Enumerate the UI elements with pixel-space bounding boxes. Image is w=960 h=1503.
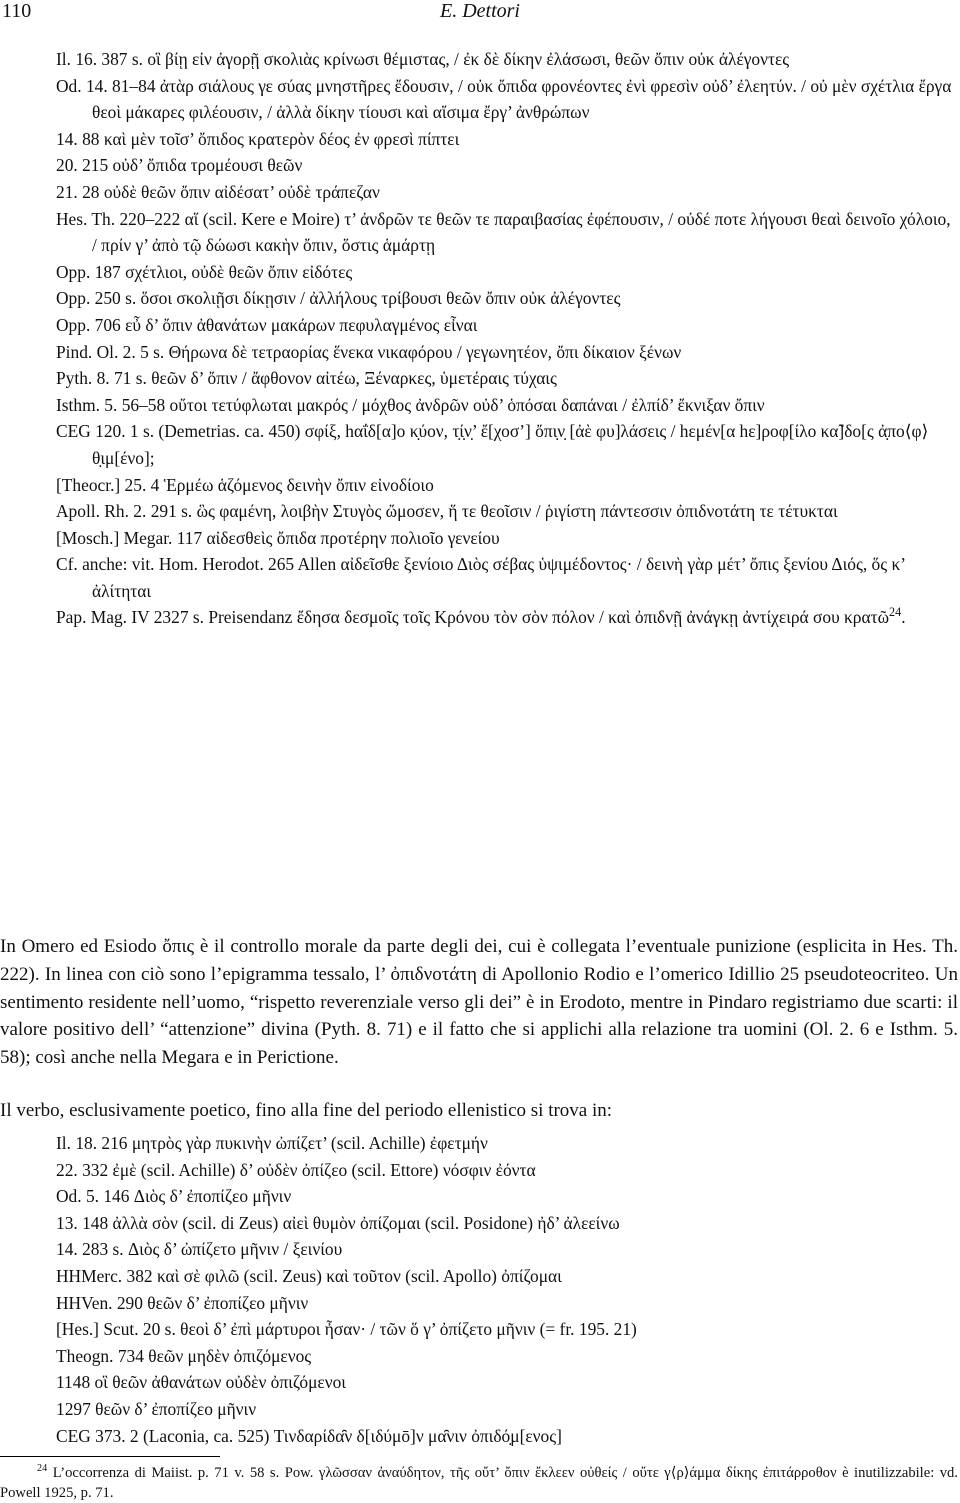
paragraph-2-text: Il verbo, esclusivamente poetico, fino alla fine del periodo ellenistico si trova in: [0,1100,613,1121]
citation-reference: Theogn. 734 [56,1345,144,1366]
page-number: 110 [2,0,32,22]
citation-reference: Od. 14. 81–84 [56,75,156,96]
citation-text: θεῶν δ’ ἐποπίζεο μῆνιν [142,1292,309,1313]
citation-text: αἰδεῖσθε ξενίοιο Διὸς σέβας ὑψιμέδοντος· / δεινὴ γὰρ μέτ’ ὄπις ξενίου Διός, ὅς κ’ ἀλίτηται [92,554,905,601]
citation-entry [56,1396,956,1423]
citation-entry [56,1236,956,1263]
citation-entry [56,418,956,471]
citation-entry [56,1369,956,1396]
citation-text: θεῶν δ’ ἐποπίζεο μῆνιν [90,1398,257,1419]
citation-entry [56,1316,956,1343]
citation-entry [56,152,956,179]
citation-entry [56,1423,956,1450]
citation-text: καὶ μὲν τοῖσ’ ὄπιδος κρατερὸν δέος ἐν φρεσὶ πίπτει [99,128,460,149]
citation-text: σχέτλιοι, οὐδὲ θεῶν ὄπιν εἰδότες [120,261,353,282]
citation-entry [56,312,956,339]
citation-text: καὶ σὲ φιλῶ (scil. Zeus) καὶ τοῦτον (scil. Apollo) ὀπίζομαι [152,1265,562,1286]
citation-reference: Apoll. Rh. 2. 291 s. [56,501,193,522]
citation-text: Ἑρμέω ἁζόμενος δεινὴν ὄπιν εἰνοδίοιο [159,474,434,495]
citation-entry [56,1157,956,1184]
footnote-text: L’occorrenza di Maiist. p. 71 v. 58 s. Pow. γλῶσσαν ἀναύδητον, τῆς οὔτ’ ὄπιν ἔκλεεν οὐθείς / οὔτε γ⟨ρ⟩άμμα δίκης ἐπιτάρροθον è inutilizzabile: vd. Powell 1925, p. 71. [0,1465,958,1501]
citation-reference: 14. 88 [56,128,100,149]
citation-reference: [Hes.] Scut. 20 s. [56,1319,176,1340]
citation-entry [56,1343,956,1370]
citation-text: οὐδὲ θεῶν ὄπιν αἰδέσατ’ οὐδὲ τράπεζαν [99,181,380,202]
running-author: E. Dettori [440,0,520,22]
footnote-24 [0,1463,958,1503]
citation-entry [56,46,956,73]
footnote-number: 24 [37,1463,48,1475]
citation-reference: 21. 28 [56,181,100,202]
citation-entry [56,1130,956,1157]
citation-reference: 1297 [56,1398,91,1419]
citation-reference: 1148 [56,1372,91,1393]
citation-entry [56,551,956,604]
citation-entry [56,259,956,286]
citation-reference: Opp. 706 [56,314,121,335]
citation-entry [56,179,956,206]
body-paragraph-2 [0,1097,958,1125]
citation-text: μητρὸς γὰρ πυκινὴν ὠπίζετ’ (scil. Achille) ἐφετμήν [127,1133,488,1153]
citation-text: ἀτὰρ σιάλους γε σύας μνηστῆρες ἔδουσιν, / οὐκ ὄπιδα φρονέοντες ἐνὶ φρεσὶν οὐδ’ ἐλεητύν. / οὐ μὲν σχέτλια ἔργα θεοὶ μάκαρες φιλέουσιν, / ἀλλὰ δίκην τίουσι καὶ αἴσιμα ἔργ’ ἀνθρώπων [92,75,952,123]
body-paragraph-1 [0,933,958,1072]
footnote-marker: 24 [889,605,902,620]
citation-entry [56,1210,956,1237]
citation-reference: HHMerc. 382 [56,1265,153,1286]
citation-reference: Hes. Th. 220–222 [56,208,181,229]
citation-text: οἳ θεῶν ἀθανάτων οὐδὲν ὀπιζόμενοι [90,1372,346,1393]
citation-entry [56,1290,956,1317]
citation-reference: [Mosch.] Megar. 117 [56,527,203,548]
citation-text: ἀλλὰ σὸν (scil. di Zeus) αἰεὶ θυμὸν ὀπίζομαι (scil. Posidone) ἠδ’ ἀλεείνω [108,1212,620,1233]
citation-text: (Demetrias. ca. 450) σφίξ, hαΐδ[α]ο κ̣ύον, τ̣ί̣ν̣’ ἔ[χοσ’] ὄπι̣ν̣ [ἀὲ φυ]λάσεις / hεμέν[α hε]ροφ[ίλο κα̃]δο[ς ἀ̣πο⟨φ⟩θ̣ιμ[ένο]; [92,421,929,468]
citation-reference: Pyth. 8. 71 s. [56,368,147,389]
citation-entry [56,525,956,552]
testimonia-list-a [56,46,956,631]
citation-text: Διὸς δ’ ὠπίζετο μῆνιν / ξεινίου [123,1239,343,1260]
citation-entry [56,1263,956,1290]
citation-entry [56,1183,956,1210]
citation-text: Διὸς δ’ ἐποπίζεο μῆνιν [129,1186,292,1207]
citation-entry [56,339,956,366]
citation-reference: Il. 18. 216 [56,1133,128,1153]
citation-text: Τινδαρίδα̑ν δ[ιδύμō]ν μα̑νιν ὀπιδό̣μ[ενος] [269,1425,562,1446]
citation-entry [56,206,956,259]
citation-entry [56,285,956,312]
citation-text: Θήρωνα δὲ τετραορίας ἕνεκα νικαφόρου / γεγωνητέον, ὄπι δίκαιον ξένων [164,341,682,362]
citation-entry [56,498,956,525]
citation-text: ἔδησα δεσμοῖς τοῖς Κρόνου τὸν σὸν πόλον / καὶ ὀπιδνῇ ἀνάγκῃ ἀντίχειρά σου κρατῶ [292,607,890,628]
citation-reference: 22. 332 [56,1159,109,1180]
footnote-rule [0,1456,220,1457]
citation-entry [56,126,956,153]
citation-text: οἳ βίῃ εἰν ἀγορῇ σκολιὰς κρίνωσι θέμιστας, / ἐκ δὲ δίκην ἐλάσωσι, θεῶν ὄπιν οὐκ ἀλέγοντες [142,49,790,69]
citation-reference: Pind. Ol. 2. 5 s. [56,341,165,362]
citation-text: αἰδεσθεὶς ὄπιδα προτέρην πολιοῖο γενείου [202,527,500,548]
citation-entry [56,73,956,126]
citation-text: εὖ δ’ ὄπιν ἀθανάτων μακάρων πεφυλαγμένος εἶναι [120,314,478,335]
citation-reference: Opp. 250 s. [56,288,137,309]
citation-reference: 13. 148 [56,1212,109,1233]
citation-text: θεῶν μηδὲν ὀπιζόμενος [143,1345,312,1366]
citation-reference: Cf. anche: vit. Hom. Herodot. 265 Allen [56,554,337,575]
citation-reference: CEG 373. 2 (Laconia, ca. 525) [56,1425,270,1446]
citation-reference: Pap. Mag. IV 2327 s. Preisendanz [56,607,293,628]
testimonia-list-b [56,1130,956,1449]
citation-text: ὣς φαμένη, λοιβὴν Στυγὸς ὤμοσεν, ἥ τε θεοῖσιν / ῥιγίστη πάντεσσιν ὀπιδνοτάτη τε τέτυκται [192,501,838,522]
citation-entry [56,392,956,419]
citation-text: οὐδ’ ὄπιδα τρομέουσι θεῶν [108,155,303,176]
citation-reference: Isthm. 5. 56–58 [56,394,166,415]
citation-text: θεῶν δ’ ὄπιν / ἄφθονον αἰτέω, Ξέναρκες, ὑμετέραις τύχαις [146,368,557,389]
citation-tail: . [901,607,906,628]
citation-text: ὅσοι σκολιῇσι δίκῃσιν / ἀλλήλους τρίβουσι θεῶν ὄπιν οὐκ ἀλέγοντες [136,288,621,309]
citation-entry [56,472,956,499]
citation-reference: 14. 283 s. [56,1239,124,1260]
paragraph-1-text: In Omero ed Esiodo ὄπις è il controllo morale da parte degli dei, cui è collegata l’eventuale punizione (esplicita in Hes. Th. 222). In linea con ciò sono l’epigramma tessalo, l’ ὀπιδνοτάτη di Apollonio Rodio e l’omerico Idillio 25 pseudoteocriteo. Un sentimento residente nell’uomo, “rispetto reverenziale verso gli dei” è in Erodoto, mentre in Pindaro registriamo due scarti: il valore positivo dell’ “attenzione” divina (Pyth. 8. 71) e il fatto che si applichi alla relazione tra uomini (Ol. 2. 6 e Isthm. 5. 58); così anche nella Megara e in Perictione. [0,936,958,1069]
citation-reference: Od. 5. 146 [56,1186,130,1207]
citation-entry [56,365,956,392]
citation-reference: HHVen. 290 [56,1292,143,1313]
citation-reference: 20. 215 [56,155,109,176]
citation-reference: Il. 16. 387 s. [56,49,143,69]
running-header [0,0,960,30]
citation-entry [56,604,956,631]
citation-reference: [Theocr.] 25. 4 [56,474,160,495]
citation-text: αἵ (scil. Kere e Moire) τ’ ἀνδρῶν τε θεῶν τε παραιβασίας ἐφέπουσιν, / οὐδέ ποτε λήγουσι θεαὶ δεινοῖο χόλοιο, / πρίν γ’ ἀπὸ τῷ δώωσι κακὴν ὄπιν, ὅστις ἁμάρτῃ [92,208,951,256]
citation-text: ἐμὲ (scil. Achille) δ’ οὐδὲν ὀπίζεο (scil. Ettore) νόσφιν ἐόντα [108,1159,536,1180]
citation-text: θεοὶ δ’ ἐπὶ μάρτυροι ἦσαν· / τῶν ὅ γ’ ὀπίζετο μῆνιν (= fr. 195. 21) [175,1319,637,1340]
citation-reference: CEG 120. 1 s. [56,421,155,442]
citation-reference: Opp. 187 [56,261,121,282]
citation-text: οὔτοι τετύφλωται μακρός / μόχθος ἀνδρῶν οὐδ’ ὁπόσαι δαπάναι / ἐλπίδ’ ἔκνιξαν ὄπιν [165,394,765,415]
